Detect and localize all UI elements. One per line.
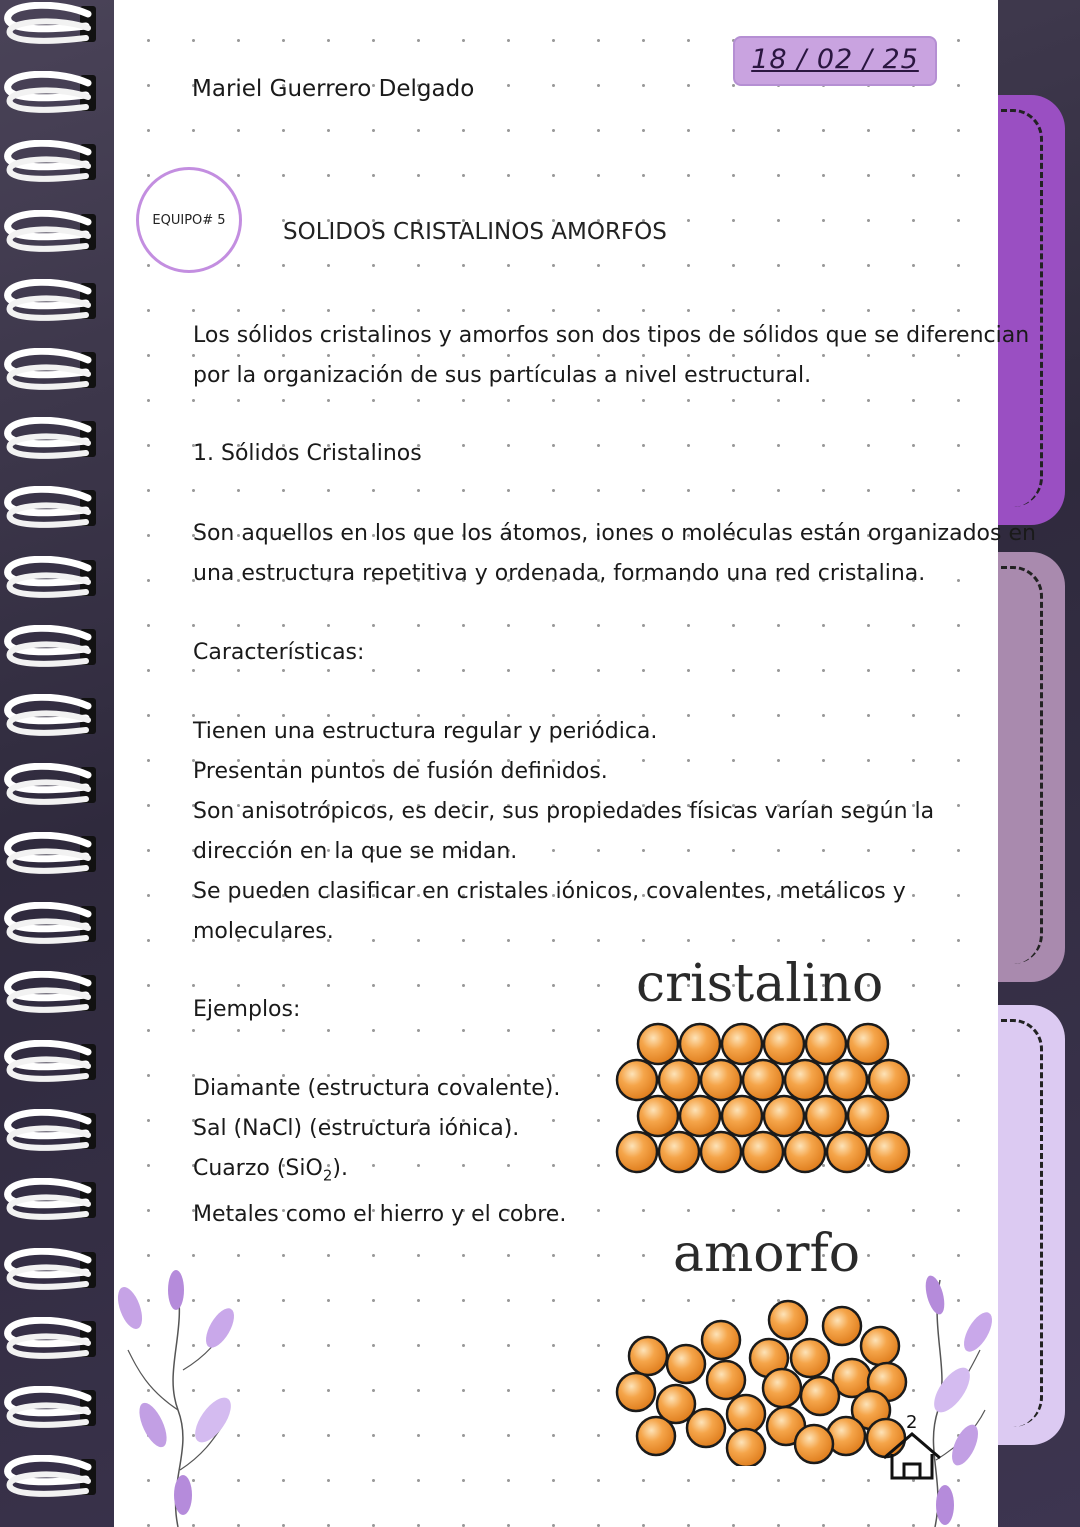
definition-line: Son aquellos en los que los átomos, iones o moléculas están organizados en bbox=[193, 521, 1036, 546]
spiral-ring bbox=[2, 348, 98, 392]
particle bbox=[701, 1132, 741, 1172]
particle bbox=[680, 1096, 720, 1136]
spiral-ring bbox=[2, 1040, 98, 1084]
page-title: SOLIDOS CRISTALINOS AMORFOS bbox=[283, 219, 667, 245]
particle bbox=[701, 1060, 741, 1100]
particle bbox=[827, 1132, 867, 1172]
definition-line: una estructura repetitiva y ordenada, formando una red cristalina. bbox=[193, 561, 926, 586]
particle bbox=[764, 1096, 804, 1136]
particle bbox=[769, 1301, 807, 1339]
spiral-ring bbox=[2, 625, 98, 669]
section-heading: 1. Sólidos Cristalinos bbox=[193, 441, 422, 466]
particle bbox=[702, 1321, 740, 1359]
date-text: 18 / 02 / 25 bbox=[751, 44, 919, 75]
amorphous-particles-diagram bbox=[606, 1296, 918, 1466]
spiral-ring bbox=[2, 1109, 98, 1153]
characteristic-line: dirección en la que se midan. bbox=[193, 839, 518, 864]
spiral-ring bbox=[2, 1455, 98, 1499]
divider-tab-3[interactable] bbox=[995, 1005, 1065, 1445]
particle bbox=[785, 1132, 825, 1172]
spiral-ring bbox=[2, 1178, 98, 1222]
particle bbox=[764, 1024, 804, 1064]
particle bbox=[763, 1369, 801, 1407]
particle bbox=[785, 1060, 825, 1100]
particle bbox=[743, 1132, 783, 1172]
particle bbox=[637, 1417, 675, 1455]
intro-line: por la organización de sus partículas a nivel estructural. bbox=[193, 363, 812, 388]
characteristics-list bbox=[193, 712, 934, 952]
quartz-text: Cuarzo (SiO bbox=[193, 1156, 323, 1181]
spiral-ring bbox=[2, 694, 98, 738]
particle bbox=[707, 1361, 745, 1399]
tab-stitching bbox=[1001, 566, 1043, 964]
particle bbox=[680, 1024, 720, 1064]
particle bbox=[638, 1024, 678, 1064]
spiral-ring bbox=[2, 1248, 98, 1292]
spiral-ring bbox=[2, 140, 98, 184]
particle bbox=[869, 1132, 909, 1172]
particle bbox=[806, 1024, 846, 1064]
particle bbox=[801, 1377, 839, 1415]
characteristic-line: Se pueden clasificar en cristales iónicos, covalentes, metálicos y bbox=[193, 879, 906, 904]
intro-line: Los sólidos cristalinos y amorfos son dos tipos de sólidos que se diferencian bbox=[193, 323, 1030, 348]
spiral-ring bbox=[2, 71, 98, 115]
lavender-flower-left bbox=[108, 1270, 248, 1527]
particle bbox=[617, 1373, 655, 1411]
examples-heading: Ejemplos: bbox=[193, 997, 301, 1022]
crystalline-lattice-diagram bbox=[606, 1016, 918, 1182]
quartz-subscript: 2 bbox=[322, 1166, 333, 1185]
example-quartz bbox=[193, 1149, 566, 1195]
particle bbox=[617, 1060, 657, 1100]
spiral-ring bbox=[2, 2, 98, 46]
definition-paragraph bbox=[193, 514, 1036, 594]
particle bbox=[743, 1060, 783, 1100]
characteristic-line: Son anisotrópicos, es decir, sus propiedades físicas varían según la bbox=[193, 799, 935, 824]
particle bbox=[687, 1409, 725, 1447]
particle bbox=[722, 1096, 762, 1136]
divider-tab-1[interactable] bbox=[995, 95, 1065, 525]
particle bbox=[806, 1096, 846, 1136]
particle bbox=[869, 1060, 909, 1100]
characteristic-line: Tienen una estructura regular y periódica. bbox=[193, 719, 658, 744]
particle bbox=[722, 1024, 762, 1064]
spiral-binding bbox=[0, 0, 114, 1527]
author-name: Mariel Guerrero Delgado bbox=[192, 76, 475, 102]
particle bbox=[791, 1339, 829, 1377]
particle bbox=[629, 1337, 667, 1375]
particle bbox=[795, 1425, 833, 1463]
particle bbox=[659, 1132, 699, 1172]
spiral-ring bbox=[2, 1386, 98, 1430]
spiral-ring bbox=[2, 556, 98, 600]
date-box bbox=[733, 36, 937, 86]
particle bbox=[659, 1060, 699, 1100]
particle bbox=[617, 1132, 657, 1172]
example-diamond: Diamante (estructura covalente). bbox=[193, 1076, 561, 1101]
characteristics-heading: Características: bbox=[193, 640, 365, 665]
spiral-ring bbox=[2, 763, 98, 807]
spiral-ring bbox=[2, 417, 98, 461]
lavender-flower-right bbox=[890, 1270, 1000, 1527]
characteristic-line: moleculares. bbox=[193, 919, 334, 944]
amorphous-label: amorfo bbox=[673, 1224, 861, 1284]
particle bbox=[848, 1024, 888, 1064]
particle bbox=[727, 1395, 765, 1433]
spiral-ring bbox=[2, 832, 98, 876]
examples-list bbox=[193, 1069, 566, 1235]
intro-paragraph bbox=[193, 316, 1029, 396]
particle bbox=[827, 1060, 867, 1100]
team-badge bbox=[136, 167, 242, 273]
example-metals: Metales como el hierro y el cobre. bbox=[193, 1202, 567, 1228]
quartz-close: ). bbox=[332, 1156, 348, 1181]
spiral-ring bbox=[2, 902, 98, 946]
spiral-ring bbox=[2, 1317, 98, 1361]
particle bbox=[667, 1345, 705, 1383]
divider-tab-2[interactable] bbox=[995, 552, 1065, 982]
particle bbox=[848, 1096, 888, 1136]
tab-stitching bbox=[1001, 1019, 1043, 1427]
characteristic-line: Presentan puntos de fusión definidos. bbox=[193, 759, 608, 784]
home-icon bbox=[878, 1428, 948, 1484]
example-salt: Sal (NaCl) (estructura iónica). bbox=[193, 1116, 520, 1141]
particle bbox=[727, 1429, 765, 1466]
spiral-ring bbox=[2, 971, 98, 1015]
crystalline-label: cristalino bbox=[636, 954, 884, 1014]
team-badge-label: EQUIPO# 5 bbox=[152, 212, 226, 228]
spiral-ring bbox=[2, 279, 98, 323]
spiral-ring bbox=[2, 486, 98, 530]
page-number: 2 bbox=[906, 1412, 918, 1433]
particle bbox=[823, 1307, 861, 1345]
spiral-ring bbox=[2, 210, 98, 254]
tab-stitching bbox=[1001, 109, 1043, 507]
particle bbox=[638, 1096, 678, 1136]
